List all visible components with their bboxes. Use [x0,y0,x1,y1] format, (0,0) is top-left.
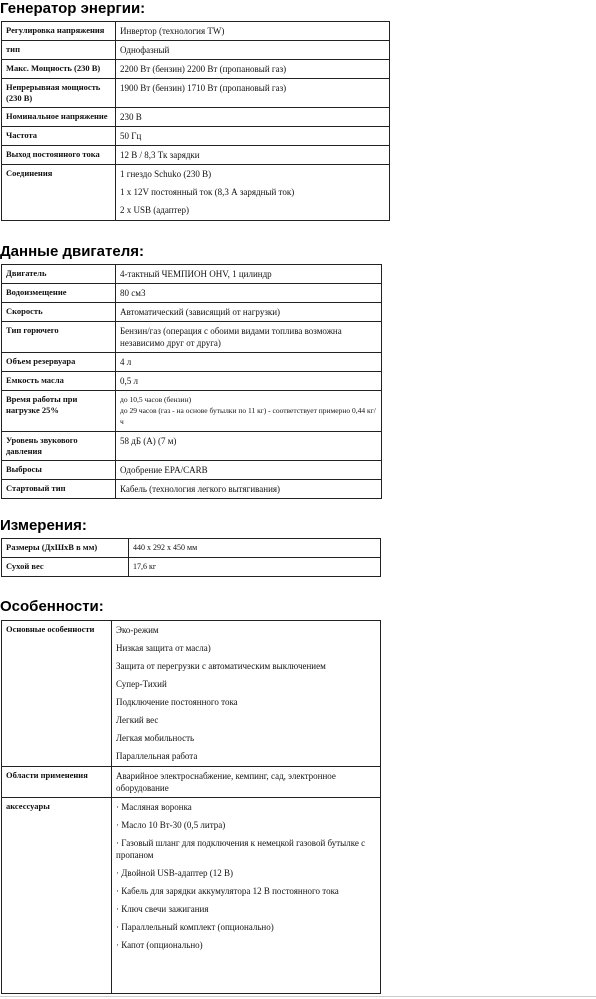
value-line: · Капот (опционально) [116,940,203,950]
row-key: Номинальное напряжение [2,108,116,127]
row-key: Области применения [2,767,112,798]
table-row [2,621,381,767]
row-value: Однофазный [116,41,390,60]
row-key: Макс. Мощность (230 В) [2,60,116,79]
row-key: Сухой вес [2,558,129,577]
value-line: 1 гнездо Schuko (230 В) [120,169,212,179]
row-value [116,165,390,221]
row-value: 440 x 292 x 450 мм [129,539,381,558]
row-value: 4 л [116,353,382,372]
section-title-features: Особенности: [0,598,104,615]
row-key: Время работы при нагрузке 25% [2,391,116,432]
table-row [2,353,382,372]
row-key: Регулировка напряжения [2,22,116,41]
table-row [2,372,382,391]
dimensions-table [1,538,381,577]
table-row [2,432,382,461]
table-row [2,322,382,353]
table-row [2,79,390,108]
row-value [112,798,381,994]
features-table [1,620,381,994]
row-value: Одобрение EPA/CARB [116,461,382,480]
table-row [2,265,382,284]
value-line: · Кабель для зарядки аккумулятора 12 В постоянного тока [116,886,339,896]
row-value: 80 см3 [116,284,382,303]
value-line: Легкая мобильность [116,733,195,743]
table-row [2,558,381,577]
value-line: 2 x USB (адаптер) [120,205,189,215]
row-value: Бензин/газ (операция с обоими видами топлива возможна независимо друг от друга) [116,322,382,353]
section-title-generator: Генератор энергии: [0,0,146,17]
row-value [112,621,381,767]
table-row [2,480,382,499]
table-row [2,303,382,322]
row-value: 230 В [116,108,390,127]
row-value: 50 Гц [116,127,390,146]
row-value: 17,6 кг [129,558,381,577]
value-line: · Параллельный комплект (опционально) [116,922,274,932]
table-row [2,798,381,994]
value-line: до 10,5 часов (бензин) [120,395,192,404]
row-value: 0,5 л [116,372,382,391]
table-row [2,60,390,79]
table-row [2,22,390,41]
row-key: аксессуары [2,798,112,994]
row-value: 1900 Вт (бензин) 1710 Вт (пропановый газ) [116,79,390,108]
section-title-engine: Данные двигателя: [0,243,144,260]
value-line: Легкий вес [116,715,159,725]
row-value: Аварийное электроснабжение, кемпинг, сад, электронное оборудование [112,767,381,798]
value-line: до 29 часов (газ - на основе бутылки по 11 кг) - соответствует примерно 0,44 кг/ч [120,406,376,426]
table-row [2,391,382,432]
row-key: Соединения [2,165,116,221]
row-key: Тип горючего [2,322,116,353]
row-key: Выход постоянного тока [2,146,116,165]
engine-table [1,264,382,499]
table-row [2,165,390,221]
row-key: Скорость [2,303,116,322]
row-key: Объем резервуара [2,353,116,372]
row-value [116,391,382,432]
row-key: Частота [2,127,116,146]
table-row [2,767,381,798]
row-value: 58 дБ (A) (7 м) [116,432,382,461]
value-line: Подключение постоянного тока [116,697,238,707]
row-key: Основные особенности [2,621,112,767]
table-row [2,461,382,480]
row-key: Двигатель [2,265,116,284]
row-key: Водоизмещение [2,284,116,303]
row-key: Стартовый тип [2,480,116,499]
table-row [2,127,390,146]
value-line: · Двойной USB-адаптер (12 В) [116,868,233,878]
row-value: Кабель (технология легкого вытягивания) [116,480,382,499]
table-row [2,41,390,60]
value-line: Супер-Тихий [116,679,167,689]
value-line: 1 x 12V постоянный ток (8,3 А зарядный ток) [120,187,295,197]
table-row [2,108,390,127]
row-value: Автоматический (зависящий от нагрузки) [116,303,382,322]
value-line: · Газовый шланг для подключения к немецкой газовой бутылке с пропаном [116,838,366,860]
section-title-dimensions: Измерения: [0,517,87,534]
row-key: тип [2,41,116,60]
value-line: Параллельная работа [116,751,198,761]
table-row [2,146,390,165]
value-line: Защита от перегрузки с автоматическим выключением [116,661,326,671]
row-value: 12 В / 8,3 Тк зарядки [116,146,390,165]
row-key: Емкость масла [2,372,116,391]
value-line: Эко-режим [116,625,159,635]
row-value: 4-тактный ЧЕМПИОН OHV, 1 цилиндр [116,265,382,284]
value-line: · Масляная воронка [116,802,192,812]
table-row [2,284,382,303]
row-key: Уровень звукового давления [2,432,116,461]
row-key: Выбросы [2,461,116,480]
row-key: Непрерывная мощность (230 В) [2,79,116,108]
row-value: Инвертор (технология TW) [116,22,390,41]
value-line: · Ключ свечи зажигания [116,904,209,914]
value-line: · Масло 10 Вт-30 (0,5 литра) [116,820,226,830]
value-line: Низкая защита от масла) [116,643,211,653]
page-bottom-divider [0,996,596,997]
row-value: 2200 Вт (бензин) 2200 Вт (пропановый газ) [116,60,390,79]
generator-table [1,21,390,221]
table-row [2,539,381,558]
row-key: Размеры (ДхШхВ в мм) [2,539,129,558]
